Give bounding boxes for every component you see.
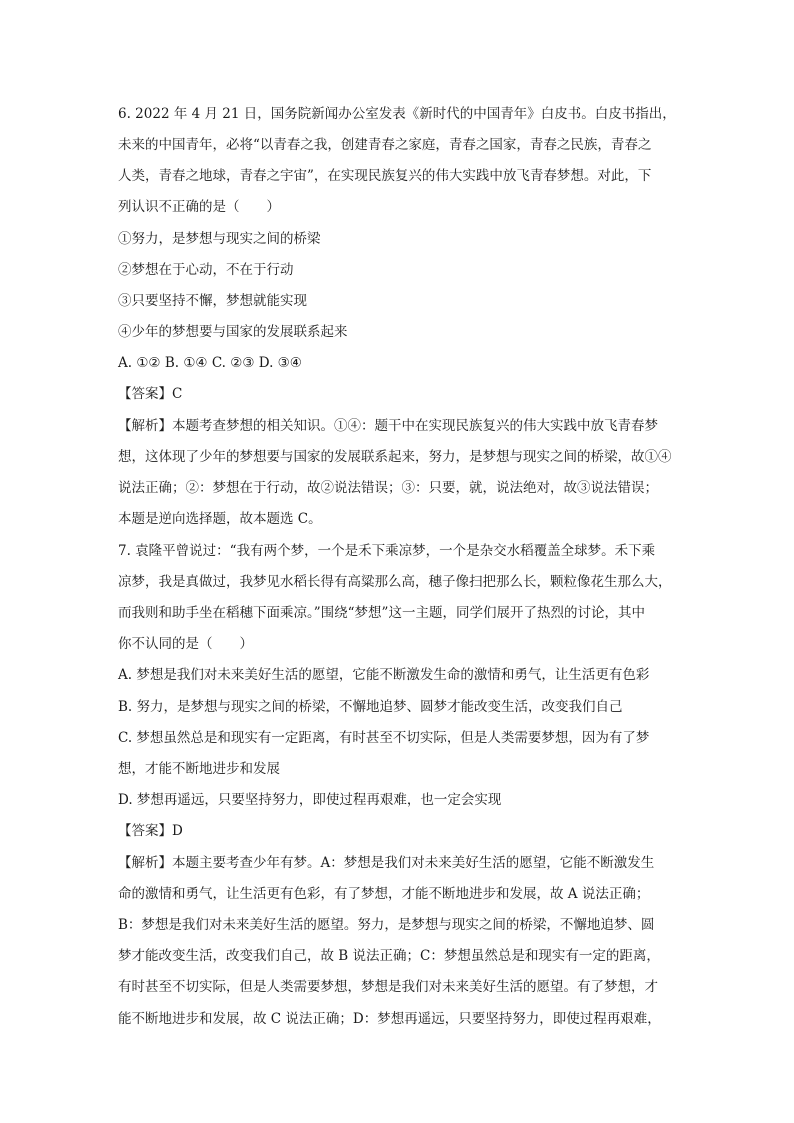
q6-stem-line-4: 列认识不正确的是（ ）: [118, 199, 280, 215]
q7-option-d: D. 梦想再遥远，只要坚持努力，即使过程再艰难，也一定会实现: [118, 792, 502, 808]
q7-stem-line-3: 而我则和助手坐在稻穗下面乘凉。”围绕“梦想”这一主题，同学们展开了热烈的讨论，其中: [118, 605, 645, 621]
q6-analysis-line-3: 说法正确；②：梦想在于行动，故②说法错误；③：只要，就，说法绝对，故③说法错误；: [118, 480, 658, 496]
q6-options: A. ①② B. ①④ C. ②③ D. ③④: [118, 355, 302, 371]
q7-stem-line-2: 凉梦，我是真做过，我梦见水稻长得有高粱那么高，穗子像扫把那么长，颗粒像花生那么大，: [118, 574, 672, 590]
q7-analysis-line-3: B：梦想是我们对未来美好生活的愿望。努力，是梦想与现实之间的桥梁，不懈地追梦、圆: [118, 917, 655, 933]
q6-analysis-line-2: 想，这体现了少年的梦想要与国家的发展联系起来，努力，是梦想与现实之间的桥梁，故①④: [118, 449, 672, 465]
q7-analysis-line-4: 梦才能改变生活，改变我们自己，故 B 说法正确；C：梦想虽然总是和现实有一定的距离，: [118, 948, 660, 964]
q7-analysis-line-5: 有时甚至不切实际，但是人类需要梦想，梦想是我们对未来美好生活的愿望。有了梦想，才: [118, 979, 658, 995]
q6-item-2: ②梦想在于心动，不在于行动: [118, 262, 294, 278]
q7-option-c-line-1: C. 梦想虽然总是和现实有一定距离，有时甚至不切实际，但是人类需要梦想，因为有了梦: [118, 730, 650, 746]
q6-item-4: ④少年的梦想要与国家的发展联系起来: [118, 324, 348, 340]
q6-stem-line-3: 人类，青春之地球，青春之宇宙”，在实现民族复兴的伟大实践中放飞青春梦想。对此，下: [118, 168, 652, 184]
q7-option-b: B. 努力，是梦想与现实之间的桥梁，不懈地追梦、圆梦才能改变生活，改变我们自己: [118, 699, 623, 715]
q7-stem-line-1: 7. 袁隆平曾说过：“我有两个梦，一个是禾下乘凉梦，一个是杂交水稻覆盖全球梦。禾下乘: [118, 543, 656, 559]
q6-analysis-line-4: 本题是逆向选择题，故本题选 C。: [118, 511, 322, 527]
q6-stem-line-2: 未来的中国青年，必将“以青春之我，创建青春之家庭，青春之国家，青春之民族，青春之: [118, 137, 652, 153]
q7-option-c-line-2: 想，才能不断地进步和发展: [118, 761, 280, 777]
q6-item-1: ①努力，是梦想与现实之间的桥梁: [118, 231, 321, 247]
q7-analysis-line-2: 命的激情和勇气，让生活更有色彩，有了梦想，才能不断地进步和发展，故 A 说法正确；: [118, 886, 650, 902]
q6-item-3: ③只要坚持不懈，梦想就能实现: [118, 293, 307, 309]
q7-option-a: A. 梦想是我们对未来美好生活的愿望，它能不断激发生命的激情和勇气，让生活更有色彩: [118, 667, 650, 683]
q6-analysis-line-1: 【解析】本题考查梦想的相关知识。①④：题干中在实现民族复兴的伟大实践中放飞青春梦: [118, 418, 658, 434]
q6-answer: 【答案】C: [118, 386, 183, 402]
q7-analysis-line-6: 能不断地进步和发展，故 C 说法正确；D：梦想再遥远，只要坚持努力，即使过程再艰难，: [118, 1011, 661, 1027]
q7-stem-line-4: 你不认同的是（ ）: [118, 636, 253, 652]
q6-stem-line-1: 6. 2022 年 4 月 21 日，国务院新闻办公室发表《新时代的中国青年》白皮书。白皮书指出，: [118, 106, 676, 122]
q7-answer: 【答案】D: [118, 823, 183, 839]
q7-analysis-line-1: 【解析】本题主要考查少年有梦。A：梦想是我们对未来美好生活的愿望，它能不断激发生: [118, 855, 655, 871]
